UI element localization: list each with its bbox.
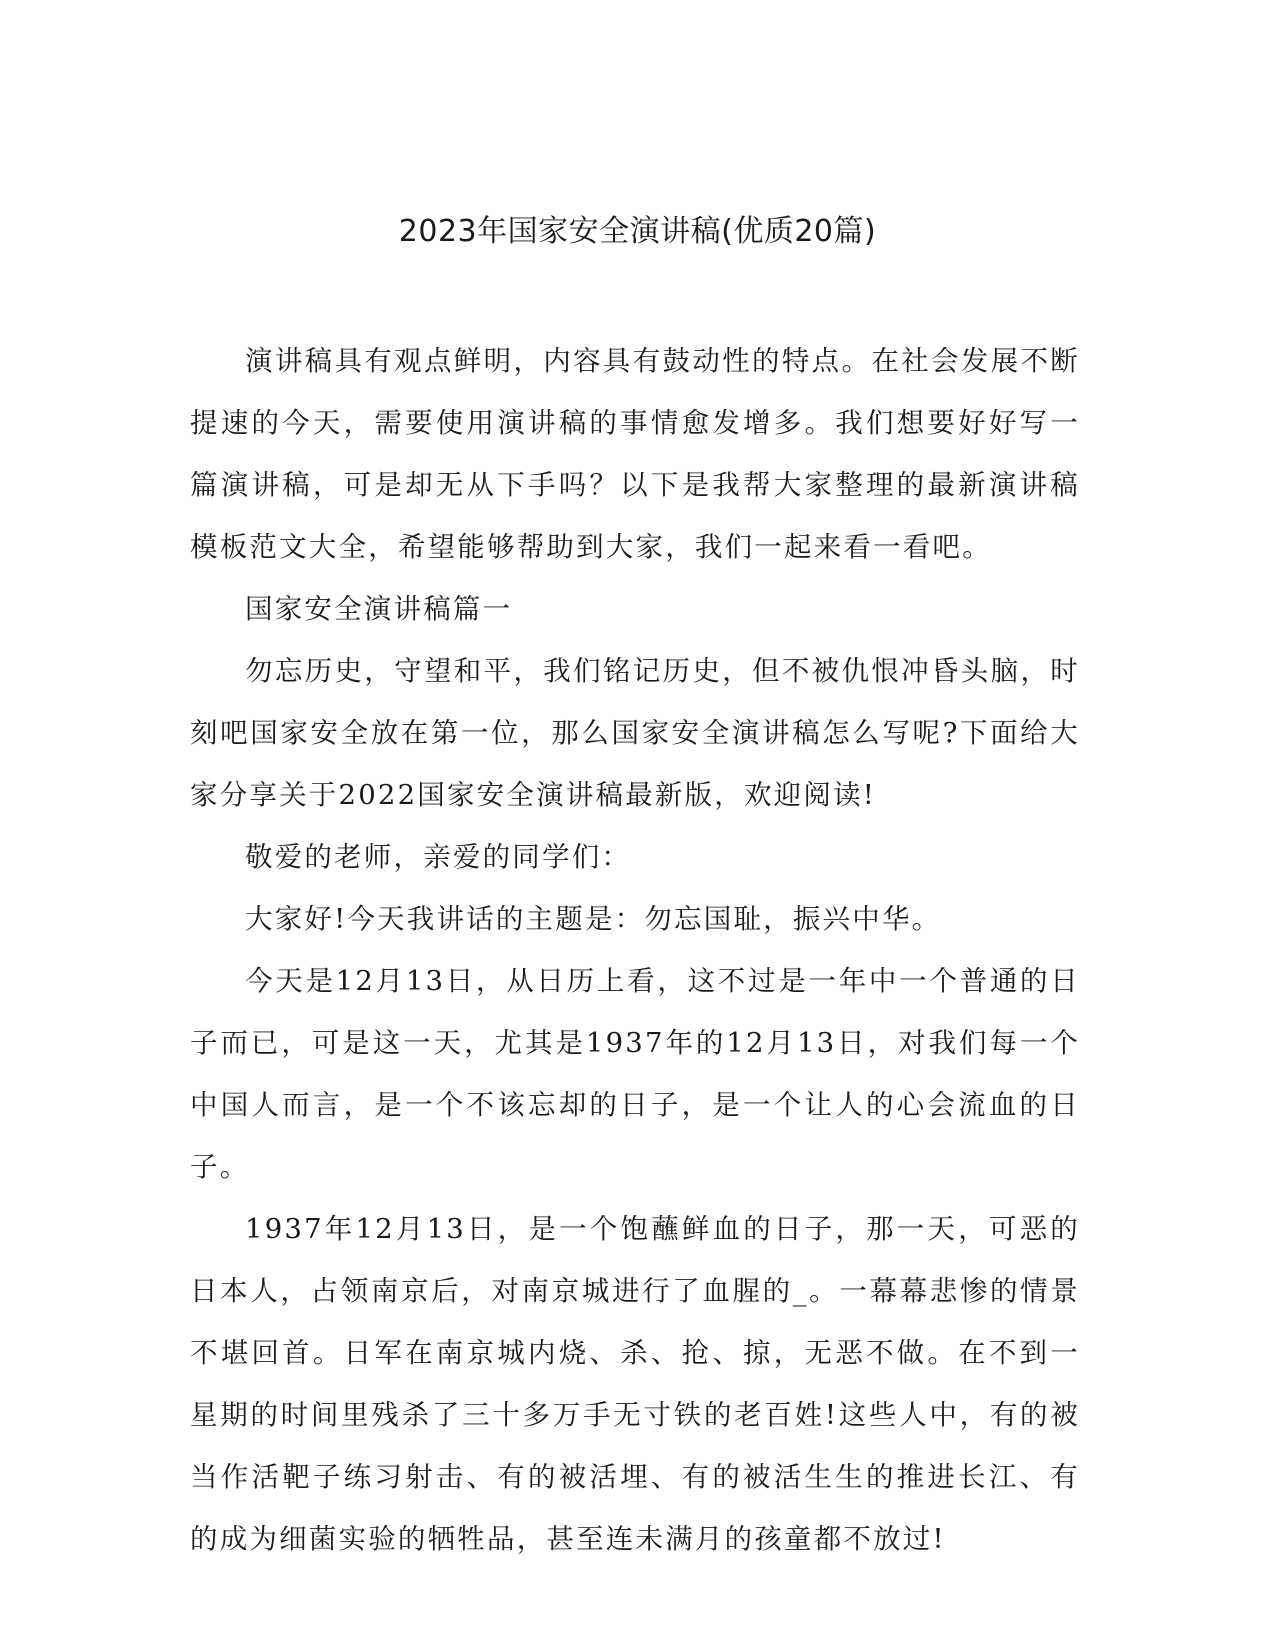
document-body [190, 330, 1080, 1570]
paragraph-preface: 勿忘历史，守望和平，我们铭记历史，但不被仇恨冲昏头脑，时刻吧国家安全放在第一位，那么国家安全演讲稿怎么写呢?下面给大家分享关于2022国家安全演讲稿最新版，欢迎阅读! [190, 655, 1080, 811]
document-title: 2023年国家安全演讲稿(优质20篇) [398, 214, 877, 249]
paragraph-body: 1937年12月13日，是一个饱蘸鲜血的日子，那一天，可恶的日本人，占领南京后，对南京城进行了血腥的_。一幕幕悲惨的情景不堪回首。日军在南京城内烧、杀、抢、掠，无恶不做。在不到一星期的时间里残杀了三十多万手无寸铁的老百姓!这些人中，有的被当作活靶子练习射击、有的被活埋、有的被活生生的推进长江、有的成为细菌实验的牺牲品，甚至连未满月的孩童都不放过! [190, 1213, 1080, 1555]
paragraph-body: 今天是12月13日，从日历上看，这不过是一年中一个普通的日子而已，可是这一天，尤其是1937年的12月13日，对我们每一个中国人而言，是一个不该忘却的日子，是一个让人的心会流血的日子。 [190, 965, 1080, 1183]
paragraph-salutation: 敬爱的老师，亲爱的同学们： [245, 841, 632, 873]
paragraph-intro: 演讲稿具有观点鲜明，内容具有鼓动性的特点。在社会发展不断提速的今天，需要使用演讲稿的事情愈发增多。我们想要好好写一篇演讲稿，可是却无从下手吗？以下是我帮大家整理的最新演讲稿模板范文大全，希望能够帮助到大家，我们一起来看一看吧。 [190, 345, 1080, 563]
paragraph-greeting: 大家好!今天我讲话的主题是：勿忘国耻，振兴中华。 [245, 903, 942, 935]
section-heading: 国家安全演讲稿篇一 [245, 593, 513, 625]
